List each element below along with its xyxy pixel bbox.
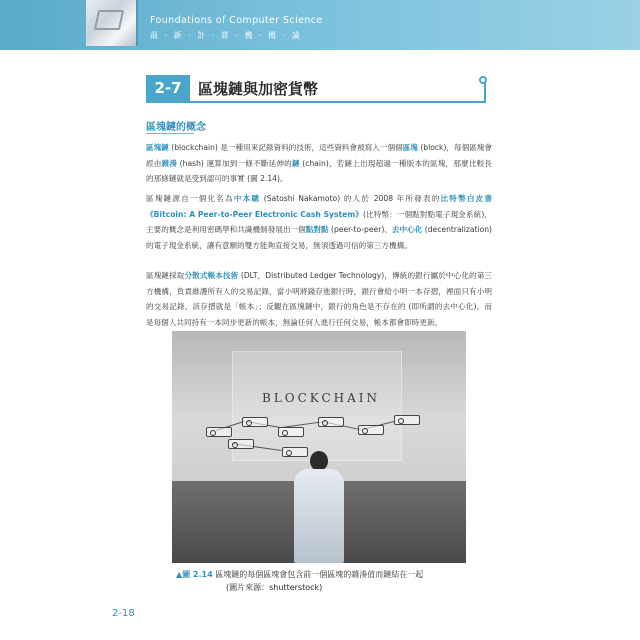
person-head (310, 451, 328, 471)
section-number: 2-7 (146, 75, 190, 101)
photo-screen (232, 351, 402, 461)
term-p2p: 點對點 (305, 225, 329, 234)
figure-source: (圖片來源：shutterstock) (226, 583, 323, 592)
term-dlt: 分散式帳本技術 (184, 271, 239, 280)
chain-block (242, 417, 268, 427)
subsection-underline (146, 133, 194, 134)
text: (DLT，Distributed Ledger Technology)，傳統的銀行屬於中心化的第三方機構，負責維護所有人的交易記錄，當小明將錢存進銀行時，銀行會給小明一本存摺，裡面只有小明的交易記錄，該存摺就是「帳本」；反觀在區塊鏈中，銀行的角色是不存在的 (即所謂的去中心化)，而是每個人共同持有一本同步更新的帳本，無論任何人進行任何交易，帳本都會即時更新。 (146, 271, 492, 327)
page-number: 2-18 (112, 608, 135, 619)
businessman-figure (290, 451, 348, 563)
term-block: 區塊 (402, 143, 418, 152)
figure-caption-text: 區塊鏈的每個區塊會包含前一個區塊的雜湊值而鏈結在一起 (215, 570, 424, 579)
subsection-title: 區塊鏈的概念 (146, 122, 206, 133)
chain-block (278, 427, 304, 437)
term-chain: 鏈 (291, 158, 300, 168)
term-satoshi: 中本聰 (233, 194, 261, 203)
term-whitepaper: 比特幣白皮書《Bitcoin: A Peer-to-Peer Electronic Cash System》 (146, 194, 493, 219)
book-title: Foundations of Computer Science (150, 15, 323, 26)
chain-block (228, 439, 254, 449)
chain-block (394, 415, 420, 425)
figure-caption (176, 568, 423, 581)
text: (block)，每個區塊會經由 (146, 143, 493, 168)
book-subtitle: 最 · 新 · 計 · 算 · 機 · 概 · 論 (150, 31, 302, 40)
section-divider-dot (479, 76, 487, 84)
chain-block (206, 427, 232, 437)
text: (peer-to-peer)、 (328, 225, 392, 234)
term-decentralization: 去中心化 (391, 225, 423, 234)
paragraph-1 (146, 140, 492, 187)
text: (decentralization) 的電子現金系統，讓有意願的雙方能夠直接交易，無須透過可信的第三方機構。 (146, 225, 493, 250)
text: 區塊鏈採取 (146, 271, 185, 280)
photo-blockchain-text: BLOCKCHAIN (262, 391, 381, 405)
chain-block (358, 425, 384, 435)
blockchain-photo (172, 331, 466, 563)
paragraph-3 (146, 268, 492, 330)
paragraph-2 (146, 191, 492, 253)
text: (blockchain) 是一種用來記錄資料的技術，這些資料會被寫入一個個 (168, 143, 403, 152)
text: 區塊鏈源自一個化名為 (146, 194, 234, 203)
figure-number: ▲圖 2.14 (176, 570, 213, 579)
header-photo (86, 0, 138, 46)
text: (Satoshi Nakamoto) 的人於 2008 年所發表的 (260, 194, 441, 203)
section-divider (146, 101, 486, 103)
chain-block (318, 417, 344, 427)
text: (chain)，若鏈上出現超過一種版本的區塊，那麼比較長的那條鏈就是受到認可的事實 (圖 2.14)。 (146, 158, 493, 183)
section-divider-vertical (484, 82, 486, 102)
text: (比特幣：一個點對點電子現金系統)，主要的概念是利用密碼學和共識機制發展出一個 (146, 209, 492, 234)
text: (hash) 運算加到一條不斷延伸的 (177, 158, 292, 168)
term-blockchain: 區塊鏈 (146, 143, 169, 152)
section-title: 區塊鏈與加密貨幣 (198, 80, 319, 98)
header-band (0, 0, 640, 50)
person-body (294, 469, 344, 563)
term-hash: 雜湊 (161, 158, 178, 168)
